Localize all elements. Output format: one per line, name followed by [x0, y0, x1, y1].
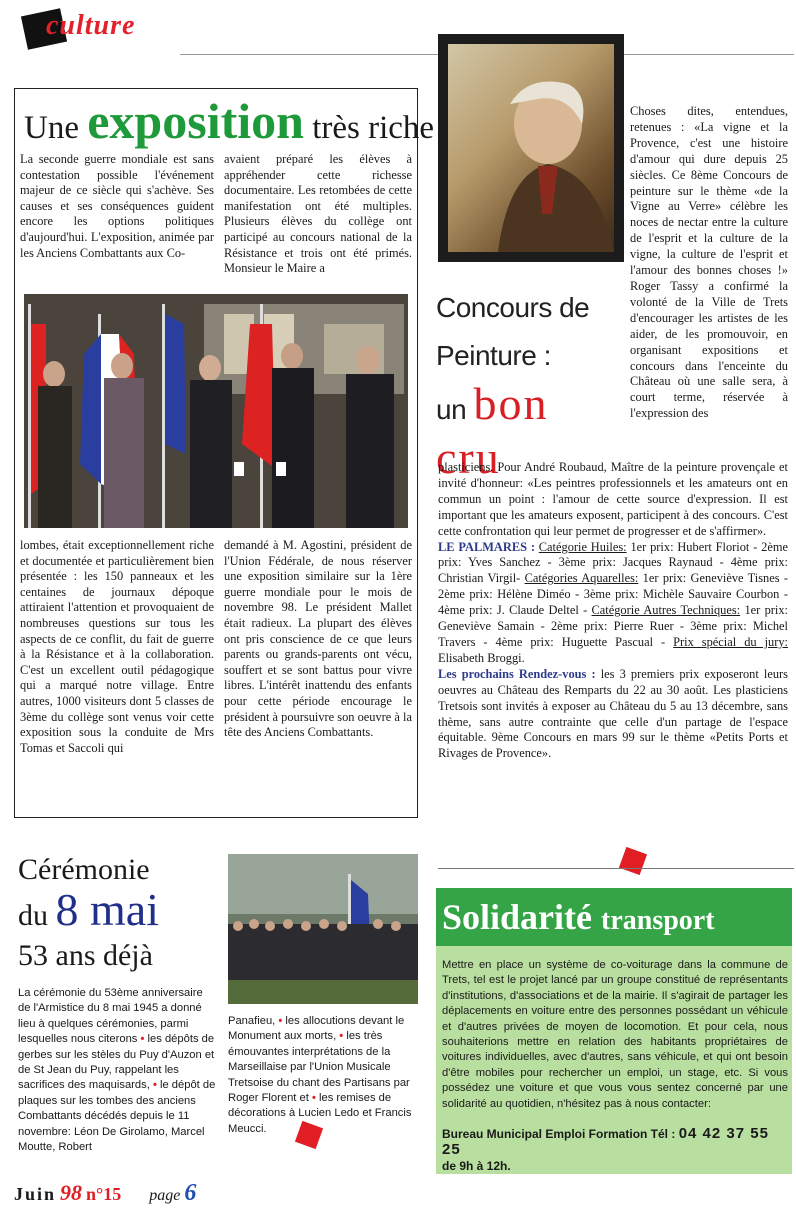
concours-headline-bon: bon: [473, 378, 549, 429]
palmares-paragraph: [438, 540, 788, 667]
rdv-text: les 3 premiers prix exposeront leurs oeuvres au Château des Remparts du 22 au 30 août. Les plasticiens Tretsois sont invités à exposer au Château du 5 au 13 décembre, sans thème, sans autre contrainte que celle d'un partage de l'espace équitable. 9ème Concours en mars 99 sur le thème «Petits Ports et Rivages de Provence».: [438, 666, 788, 761]
concours-full-text: [438, 460, 788, 762]
ceremonie-headline-du: du: [18, 899, 48, 932]
ceremonie-text-g: les remises de décorations à Lucien Ledo et Francis Meucci.: [228, 1092, 412, 1135]
ceremonie-text-a: La cérémonie du 53ème anniversaire de l'Armistice du 8 mai 1945 a donné lieu à quelques cérémonies, parmi lesquelles nous citerons: [18, 987, 203, 1046]
ceremonie-headline-line3: 53 ans déjà: [18, 939, 153, 972]
solidarite-headline-a: Solidarité: [442, 897, 592, 937]
ceremonie-text-c: le dépôt de plaques sur les tombes des anciens Combattants décédés depuis le 11 novembre: Léon De Girolamo, Marcel Moutte, Robert: [18, 1079, 216, 1154]
aquarelles-text: 1er prix: Geneviève Tisnes - 2ème prix: Hélène Diméo - 3ème prix: Michèle Sauvaire Courbon - 4ème prix: J. Claude Deltel -: [438, 571, 788, 618]
expo-col3: lombes, était exceptionnellement riche et documentée et particulièrement bien présentée : les 150 panneaux et les centaines de journaux dépoque attiraient l'attention et provoquaient de nombreuses questions sur tous les aspects de ce conflit, du fait de guerre à la Résistance et à la collaboration. C'est un excellent outil pédagogique qui a marqué notre village. Entre autres, 1000 visiteurs dont 5 classes de 3ème du collège sont venus voir cette exposition sous la conduite de Mrs Tomas et Saccoli qui: [20, 538, 214, 755]
ceremonie-headline-date: 8 mai: [55, 884, 159, 935]
portrait-painting: [438, 34, 624, 262]
ceremonie-text-d: Panafieu,: [228, 1015, 279, 1027]
bullet-icon: •: [311, 1092, 316, 1105]
expo-col4: demandé à M. Agostini, président de l'Union Fédérale, de nous réserver une exposition similaire sur la 1ère guerre mondiale pour le mois de novembre 98. Le président Mallet était radieux. La plupart des élèves ont pris conscience de ce que leurs parents ou grands-parents ont vécu, souffert et se sont battus pour vivre libres. L'intérêt inattendu des enfants pour cette période encourage le président à poursuivre son oeuvre à la tête des Anciens Combattants.: [224, 538, 412, 740]
solidarite-text: Mettre en place un système de co-voiturage dans la commune de Trets, tel est le projet lancé par un groupe constitué de représentants d'institutions, d'associations et de la mairie. Il s'agirait de partager les déplacements en voiture entre des personnes possédant un véhicule et d'autres privées de moyen de locomotion. Et pour cela, nous souhaiterions mettre en relation des habitants propriétaires de voitures individuelles, avec d'autres, sans véhicule, et qui ont besoin d'être mobiles pour rechercher un emploi, un stage, etc. Si vous possédez une voiture et que vous vous sentez concerné par une solidarité au quotidien, n'hésitez pas à nous contacter:: [442, 959, 788, 1110]
concours-rule: [438, 868, 794, 869]
expo-headline-before: Une: [24, 110, 79, 146]
rdv-title: Les prochains Rendez-vous :: [438, 666, 596, 681]
cat-aquarelles: Catégories Aquarelles:: [524, 571, 639, 586]
bullet-icon: •: [140, 1033, 145, 1046]
solidarite-headline-b: transport: [601, 905, 715, 936]
solidarite-headline: [442, 896, 715, 938]
concours-paragraph: plasticiens. Pour André Roubaud, Maître de la peinture provençale et invité d'honneur: «Les peintres professionnels et les amateurs ont en commun un point : l'amour de cette source d'expression. Il est important que les amateurs exposent, participent à des concours. C'est cette confrontation qui leur permet de progresser et de s'affirmer».: [438, 460, 788, 538]
bullet-icon: •: [278, 1015, 283, 1027]
phone-number: 04 42 37 55 25: [442, 1125, 769, 1158]
prix-special: Prix spécial du jury:: [673, 634, 788, 649]
ceremonie-text-b: les dépôts de gerbes sur les stèles du Puy d'Auzon et de St Jean du Puy, rappelant les sacrifices des maquisards,: [18, 1033, 215, 1092]
concours-headline-line2: Peinture :: [436, 340, 551, 371]
ceremonie-col1: [18, 986, 218, 1155]
footer-year: 98: [60, 1180, 83, 1205]
ceremonie-headline-line1: Cérémonie: [18, 853, 150, 886]
bullet-icon: •: [339, 1030, 344, 1043]
red-square-icon: [619, 847, 647, 875]
expo-headline: [24, 92, 434, 150]
veterans-photo: [24, 294, 408, 528]
expo-headline-big: exposition: [87, 93, 304, 149]
autres-text: 1er prix: Geneviève Samain - 2ème prix: Pierre Ruer - 3ème prix: Michel Travers - 4ème prix: Huguette Pascual -: [438, 603, 788, 649]
expo-headline-after: très riche: [312, 110, 435, 146]
solidarite-contact: [442, 1126, 788, 1174]
footer-page-number: 6: [184, 1180, 197, 1206]
page-footer: [14, 1180, 196, 1207]
bureau-label: Bureau Municipal Emploi Formation Tél :: [442, 1127, 679, 1141]
cat-huiles: Catégorie Huiles:: [538, 539, 627, 554]
concours-headline-un: un: [436, 394, 467, 425]
prix-special-text: Elisabeth Broggi.: [438, 650, 525, 665]
concours-headline: [436, 284, 589, 482]
ceremonie-text-f: les très émouvantes interprétations de la Marseillaise par l'Union Musicale Tretsoise du chant des Partisans par Roger Florent et: [228, 1030, 410, 1105]
palmares-title: LE PALMARES :: [438, 539, 535, 554]
expo-col2: avaient préparé les élèves à appréhender cette richesse documentaire. Les retombées de cette manifestation ont été multiples. Plusieurs élèves du collège ont participé au concours national de la Résistance et trois ont été primés. Monsieur le Maire a: [224, 152, 412, 276]
concours-headline-cru: cru: [436, 432, 501, 483]
footer-page-label: page: [149, 1187, 181, 1204]
concours-headline-line1: Concours de: [436, 292, 590, 323]
ceremonie-headline: [18, 850, 159, 976]
ceremony-photo: [228, 854, 418, 1004]
concours-right-col: Choses dites, entendues, retenues : «La vigne et la Provence, c'est une histoire d'amour qui dure depuis 25 siècles. Ce 8ème Concours de peinture sur le thème «de la Vigne au Verre» célèbre les noces de nectar entre la culture de l'esprit et la culture de la vigne, la culture de l'esprit et l'amour des bonnes choses !» Roger Tassy a confirmé la volonté de la Ville de Trets d'encourager les artistes de les aider, de les promouvoir, en organisant expositions et concours dans l'enceinte du Château où une salle sera, à court terme, réservée à l'expression des: [630, 104, 788, 421]
ceremonie-text-e: les allocutions devant le Monument aux morts,: [228, 1015, 405, 1043]
expo-col1: La seconde guerre mondiale est sans contestation possible l'événement majeur de ce siècle qui s'achève. Ses causes et ses conséquences guident encore les options politiques d'aujourd'hui. L'exposition, animée par les Anciens Combattants aux Co-: [20, 152, 214, 260]
huiles-text: 1er prix: Hubert Floriot - 2ème prix: Yves Sanchez - 3ème prix: Jacques Raynaud - 4ème prix: Christian Virgil-: [438, 539, 788, 586]
opening-hours: de 9h à 12h.: [442, 1159, 511, 1173]
rdv-paragraph: [438, 667, 788, 762]
bullet-icon: •: [152, 1079, 157, 1092]
ceremonie-col2: [228, 1014, 412, 1137]
section-title: culture: [46, 10, 136, 41]
cat-autres: Catégorie Autres Techniques:: [591, 603, 741, 618]
footer-issue: n°15: [86, 1184, 122, 1204]
footer-month: Juin: [14, 1184, 57, 1204]
